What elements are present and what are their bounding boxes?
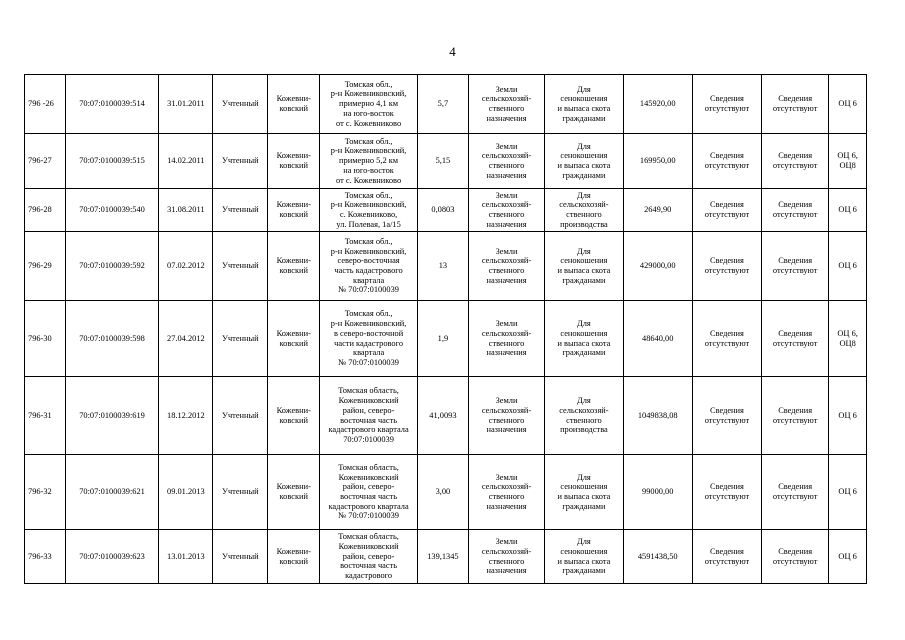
info-status-1: Сведения отсутствуют [692,377,761,455]
zone-code: ОЦ 6 [829,189,867,232]
cadastral-value: 169950,00 [623,134,692,189]
status: Учтенный [213,232,268,301]
cadastral-number: 70:07:0100039:621 [65,455,159,530]
info-status-1: Сведения отсутствуют [692,75,761,134]
registration-date: 13.01.2013 [159,530,213,584]
info-status-2: Сведения отсутствуют [762,301,829,377]
zone-code: ОЦ 6 [829,530,867,584]
address: Томская обл., р-н Кожевниковский, в северо-восточной части кадастрового квартала № 70:07:0100039 [320,301,418,377]
permitted-use: Для сенокошения и выпаса скота гражданами [545,455,623,530]
address: Томская область, Кожевниковский район, северо- восточная часть кадастрового квартала № 70:07:0100039 [320,455,418,530]
area: 1,9 [417,301,468,377]
row-number: 796-31 [25,377,66,455]
info-status-1: Сведения отсутствуют [692,455,761,530]
row-number: 796-28 [25,189,66,232]
status: Учтенный [213,301,268,377]
permitted-use: Для сенокошения и выпаса скота гражданами [545,75,623,134]
registration-date: 31.01.2011 [159,75,213,134]
area: 0,0803 [417,189,468,232]
registration-date: 27.04.2012 [159,301,213,377]
permitted-use: Для сельскохозяй- ственного производства [545,377,623,455]
district: Кожевни- ковский [268,301,320,377]
zone-code: ОЦ 6, ОЦ8 [829,134,867,189]
table-row [25,232,867,301]
cadastral-number: 70:07:0100039:623 [65,530,159,584]
address: Томская обл., р-н Кожевниковский, примерно 4,1 км на юго-восток от с. Кожевниково [320,75,418,134]
row-number: 796-27 [25,134,66,189]
area: 13 [417,232,468,301]
status: Учтенный [213,134,268,189]
land-category: Земли сельскохозяй- ственного назначения [468,189,544,232]
cadastral-value: 99000,00 [623,455,692,530]
district: Кожевни- ковский [268,75,320,134]
table-row [25,530,867,584]
registration-date: 07.02.2012 [159,232,213,301]
status: Учтенный [213,75,268,134]
info-status-1: Сведения отсутствуют [692,301,761,377]
table-row [25,189,867,232]
status: Учтенный [213,530,268,584]
info-status-1: Сведения отсутствуют [692,134,761,189]
area: 41,0093 [417,377,468,455]
permitted-use: Для сенокошения и выпаса скота гражданами [545,232,623,301]
area: 3,00 [417,455,468,530]
row-number: 796 -26 [25,75,66,134]
table-row [25,455,867,530]
info-status-2: Сведения отсутствуют [762,455,829,530]
address: Томская обл., р-н Кожевниковский, с. Кожевниково, ул. Полевая, 1а/15 [320,189,418,232]
table-row [25,301,867,377]
land-category: Земли сельскохозяй- ственного назначения [468,301,544,377]
cadastral-value: 4591438,50 [623,530,692,584]
land-category: Земли сельскохозяй- ственного назначения [468,232,544,301]
address: Томская область, Кожевниковский район, северо- восточная часть кадастрового квартала 70:07:0100039 [320,377,418,455]
permitted-use: Для сенокошения и выпаса скота гражданами [545,134,623,189]
land-category: Земли сельскохозяй- ственного назначения [468,134,544,189]
district: Кожевни- ковский [268,455,320,530]
registration-date: 31.08.2011 [159,189,213,232]
cadastral-value: 48640,00 [623,301,692,377]
district: Кожевни- ковский [268,189,320,232]
cadastral-number: 70:07:0100039:598 [65,301,159,377]
cadastral-value: 429000,00 [623,232,692,301]
registration-date: 09.01.2013 [159,455,213,530]
status: Учтенный [213,189,268,232]
page-number: 4 [449,44,456,59]
district: Кожевни- ковский [268,134,320,189]
table-row [25,134,867,189]
row-number: 796-29 [25,232,66,301]
zone-code: ОЦ 6 [829,232,867,301]
registration-date: 18.12.2012 [159,377,213,455]
address: Томская область, Кожевниковский район, северо- восточная часть кадастрового [320,530,418,584]
cadastral-number: 70:07:0100039:515 [65,134,159,189]
district: Кожевни- ковский [268,530,320,584]
info-status-1: Сведения отсутствуют [692,530,761,584]
zone-code: ОЦ 6 [829,455,867,530]
land-category: Земли сельскохозяй- ственного назначения [468,75,544,134]
info-status-2: Сведения отсутствуют [762,232,829,301]
cadastral-number: 70:07:0100039:514 [65,75,159,134]
cadastral-value: 1049838,08 [623,377,692,455]
cadastral-number: 70:07:0100039:540 [65,189,159,232]
status: Учтенный [213,377,268,455]
permitted-use: Для сельскохозяй- ственного производства [545,189,623,232]
status: Учтенный [213,455,268,530]
zone-code: ОЦ 6 [829,75,867,134]
district: Кожевни- ковский [268,232,320,301]
address: Томская обл., р-н Кожевниковский, примерно 5,2 км на юго-восток от с. Кожевниково [320,134,418,189]
land-category: Земли сельскохозяй- ственного назначения [468,377,544,455]
zone-code: ОЦ 6, ОЦ8 [829,301,867,377]
info-status-2: Сведения отсутствуют [762,134,829,189]
info-status-2: Сведения отсутствуют [762,189,829,232]
info-status-2: Сведения отсутствуют [762,75,829,134]
district: Кожевни- ковский [268,377,320,455]
zone-code: ОЦ 6 [829,377,867,455]
area: 5,7 [417,75,468,134]
info-status-1: Сведения отсутствуют [692,232,761,301]
cadastral-number: 70:07:0100039:619 [65,377,159,455]
cadastral-value: 2649,90 [623,189,692,232]
info-status-2: Сведения отсутствуют [762,530,829,584]
cadastral-value: 145920,00 [623,75,692,134]
info-status-1: Сведения отсутствуют [692,189,761,232]
registration-date: 14.02.2011 [159,134,213,189]
cadastral-number: 70:07:0100039:592 [65,232,159,301]
area: 139,1345 [417,530,468,584]
table-row [25,377,867,455]
permitted-use: Для сенокошения и выпаса скота гражданами [545,530,623,584]
table-row [25,75,867,134]
land-parcels-table [24,74,867,584]
row-number: 796-33 [25,530,66,584]
address: Томская обл., р-н Кожевниковский, северо-восточная часть кадастрового квартала № 70:07:0100039 [320,232,418,301]
land-category: Земли сельскохозяй- ственного назначения [468,455,544,530]
row-number: 796-30 [25,301,66,377]
area: 5,15 [417,134,468,189]
row-number: 796-32 [25,455,66,530]
permitted-use: Для сенокошения и выпаса скота гражданами [545,301,623,377]
land-category: Земли сельскохозяй- ственного назначения [468,530,544,584]
info-status-2: Сведения отсутствуют [762,377,829,455]
